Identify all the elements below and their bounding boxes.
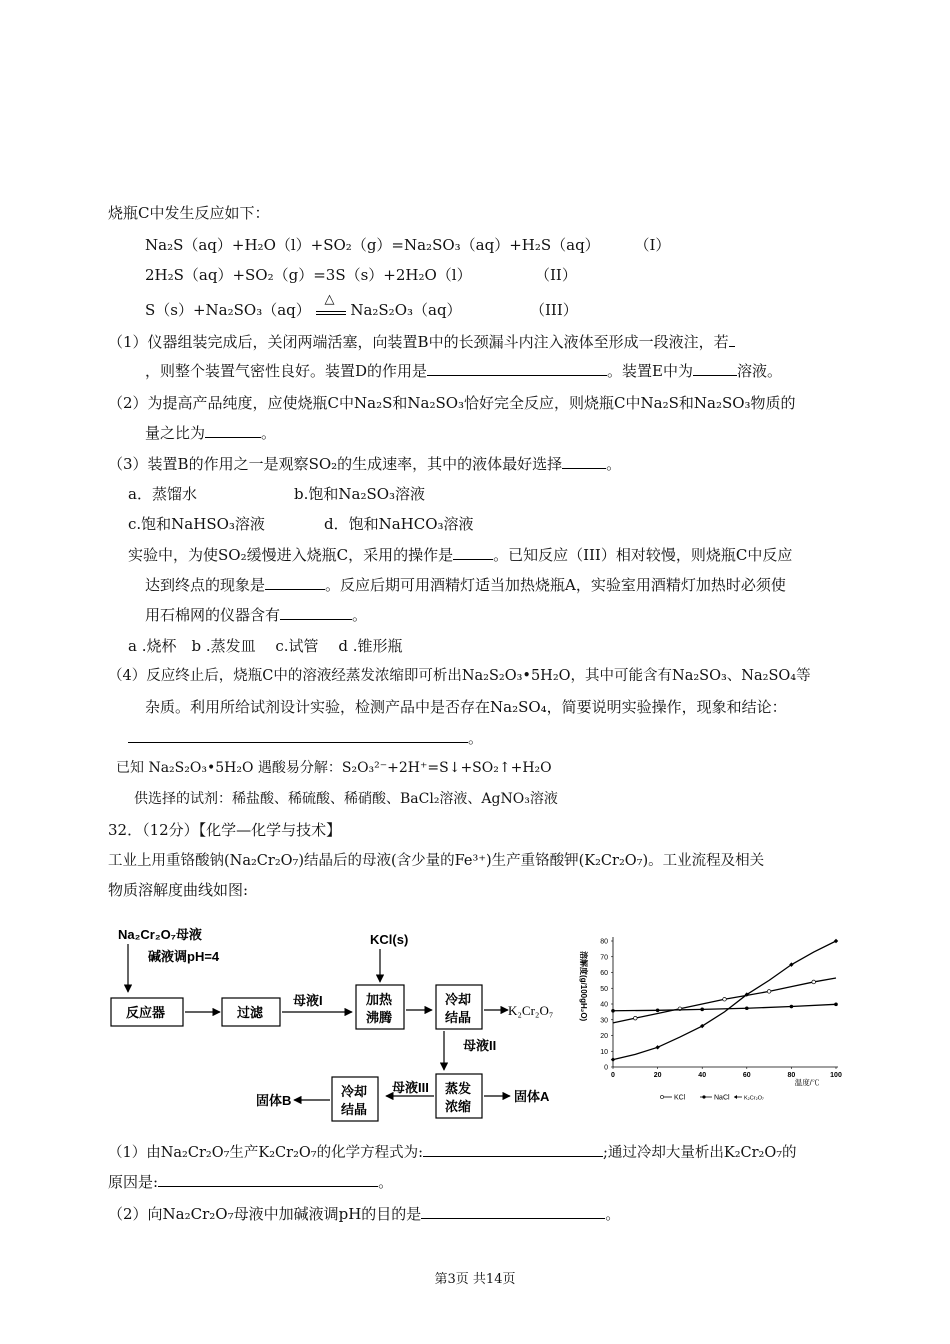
- q3-choices: a .烧杯 b .蒸发皿 c.试管 d .锥形瓶: [128, 637, 403, 655]
- reaction-3: [145, 292, 578, 320]
- q3-line1a: （3）装置B的作用之一是观察SO₂的生成速率，其中的液体最好选择: [108, 455, 563, 473]
- cool-label-1: 冷却: [445, 992, 472, 1007]
- q3-line4b: 。已知反应（III）相对较慢，则烧瓶C中反应: [493, 546, 793, 564]
- q32-blank-3[interactable]: [421, 1204, 605, 1219]
- q4-reagents: 供选择的试剂：稀盐酸、稀硫酸、稀硝酸、BaCl₂溶液、AgNO₃溶液: [134, 791, 558, 807]
- q3-line6: [145, 605, 367, 625]
- x-tick-label: 60: [742, 1072, 751, 1079]
- y-tick-label: 10: [600, 1048, 608, 1056]
- q32-sub2b: 。: [605, 1205, 621, 1223]
- legend-k2cr2o7-label: K₂Cr₂O₇: [744, 1095, 764, 1102]
- equals-sign: [316, 311, 346, 315]
- q4-known: 已知 Na₂S₂O₃•5H₂O 遇酸易分解：S₂O₃²⁻+2H⁺=S↓+SO₂↑+H₂O: [116, 760, 552, 776]
- product-label: K₂Cr₂O₇: [508, 1003, 554, 1018]
- q32-para1: 工业上用重铬酸钠(Na₂Cr₂O₇)结晶后的母液(含少量的Fe³⁺)生产重铬酸钾(K₂Cr₂O₇)。工业流程及相关: [108, 853, 765, 869]
- liquor2-label: 母液II: [463, 1038, 497, 1053]
- q32-sub1d: 。: [378, 1173, 394, 1191]
- q32-sub1b: ;通过冷却大量析出K₂Cr₂O₇的: [602, 1145, 797, 1161]
- q3-option-d: d．饱和NaHCO₃溶液: [324, 515, 474, 533]
- evap-label-1: 蒸发: [445, 1081, 472, 1096]
- cool2-label-1: 冷却: [341, 1084, 368, 1099]
- reaction-2: [145, 265, 577, 285]
- point-k2cr2o7: [611, 1057, 615, 1061]
- point-nacl: [656, 1009, 660, 1013]
- legend-nacl-label: NaCl: [714, 1094, 730, 1102]
- q1-line2a: ，则整个装置气密性良好。装置D的作用是: [145, 362, 428, 380]
- q1-line1-text: （1）仪器组装完成后，关闭两端活塞，向装置B中的长颈漏斗内注入液体至形成一段液注，若: [108, 333, 729, 351]
- q2-line2b: 。: [261, 424, 277, 442]
- cool2-label-2: 结晶: [341, 1102, 368, 1117]
- q3-blank-2[interactable]: [453, 545, 493, 560]
- q1-blank-2[interactable]: [693, 361, 737, 376]
- q1-blank-1[interactable]: [427, 361, 607, 376]
- point-kcl: [634, 1016, 638, 1020]
- heat-symbol: △: [324, 292, 335, 307]
- reaction-1-text: Na₂S（aq）+H₂O（l）+SO₂（g）=Na₂SO₃（aq）+H₂S（aq）: [145, 236, 600, 254]
- q1-blank-0[interactable]: [729, 332, 735, 347]
- y-tick-label: 30: [600, 1017, 608, 1025]
- x-tick-label: 80: [787, 1072, 796, 1079]
- reaction-1: [145, 235, 670, 255]
- point-nacl: [611, 1009, 615, 1013]
- point-kcl: [812, 980, 816, 984]
- x-tick-label: 100: [830, 1072, 842, 1079]
- q32-sub1-line1: [108, 1142, 797, 1163]
- q32-para2: 物质溶解度曲线如图:: [108, 881, 249, 899]
- flow-adjust-label: 碱液调pH=4: [148, 949, 220, 964]
- q2-line1: （2）为提高产品纯度，应使烧瓶C中Na₂S和Na₂SO₃恰好完全反应，则烧瓶C中Na₂S和Na₂SO₃物质的: [108, 394, 796, 412]
- q3-blank-1[interactable]: [562, 454, 606, 469]
- process-flow-diagram: [108, 922, 578, 1122]
- q3-line1: [108, 454, 621, 474]
- point-k2cr2o7: [655, 1045, 659, 1049]
- q3-option-b: b.饱和Na₂SO₃溶液: [294, 485, 426, 503]
- legend-kcl-label: KCl: [674, 1094, 686, 1102]
- liquor3-label: 母液III: [392, 1080, 429, 1095]
- reaction-3-tag: （III）: [530, 301, 578, 319]
- q4-blank[interactable]: [128, 728, 468, 743]
- q3-option-c: c.饱和NaHSO₃溶液: [128, 515, 265, 533]
- q3-blank-4[interactable]: [280, 605, 352, 620]
- q32-sub1a: （1）由Na₂Cr₂O₇生产K₂Cr₂O₇的化学方程式为:: [108, 1145, 423, 1161]
- intro-text: 烧瓶C中发生反应如下：: [108, 204, 270, 222]
- x-tick-label: 0: [611, 1072, 615, 1079]
- filter-label: 过滤: [237, 1005, 264, 1020]
- q3-line6b: 。: [352, 606, 368, 624]
- q1-line1: [108, 332, 735, 352]
- x-tick-label: 20: [653, 1072, 662, 1079]
- q2-line2a: 量之比为: [145, 424, 206, 442]
- heat-label-2: 沸腾: [366, 1010, 393, 1025]
- q32-blank-2[interactable]: [158, 1172, 378, 1187]
- y-tick-label: 60: [600, 970, 608, 977]
- q32-sub2a: （2）向Na₂Cr₂O₇母液中加碱液调pH的目的是: [108, 1205, 422, 1223]
- q4-line2: 杂质。利用所给试剂设计实验，检测产品中是否存在Na₂SO₄，简要说明实验操作，现象和结论：: [145, 698, 787, 716]
- reactor-label: 反应器: [126, 1005, 166, 1020]
- solidB-label: 固体B: [256, 1093, 292, 1108]
- q1-line2c: 溶液。: [736, 362, 782, 380]
- q32-sub1c: 原因是:: [108, 1173, 159, 1191]
- x-axis-label: 温度/℃: [794, 1078, 820, 1087]
- reaction-1-tag: （I）: [634, 236, 671, 254]
- series-line-1: [613, 1004, 836, 1010]
- reaction-3-right: Na₂S₂O₃（aq）: [350, 301, 462, 319]
- point-kcl: [723, 997, 727, 1001]
- y-tick-label: 50: [600, 985, 608, 993]
- kcl-label: KCl(s): [370, 932, 409, 947]
- q3-line4: [128, 545, 792, 565]
- point-kcl: [767, 990, 771, 994]
- liquor1-label: 母液I: [293, 993, 323, 1008]
- q32-blank-1[interactable]: [423, 1142, 603, 1157]
- q3-line1b: 。: [606, 455, 622, 473]
- heat-arrow: [316, 292, 346, 315]
- q3-line4a: 实验中，为使SO₂缓慢进入烧瓶C，采用的操作是: [128, 546, 454, 564]
- y-axis-label: 溶解度(g/100gH₂O): [579, 951, 588, 1022]
- q1-line2b: 。装置E中为: [607, 362, 693, 380]
- y-tick-label: 70: [600, 954, 608, 962]
- point-nacl: [745, 1006, 749, 1010]
- q2-line2: [145, 423, 276, 443]
- y-tick-label: 0: [604, 1064, 608, 1072]
- q3-line5: [145, 575, 786, 595]
- solubility-chart: [579, 925, 856, 1113]
- point-nacl: [834, 1003, 838, 1007]
- y-tick-label: 80: [600, 938, 608, 946]
- q4-line1: （4）反应终止后，烧瓶C中的溶液经蒸发浓缩即可析出Na₂S₂O₃•5H₂O，其中可能含有Na₂SO₃、Na₂SO₄等: [108, 668, 811, 684]
- q3-line5a: 达到终点的现象是: [145, 576, 266, 594]
- page-footer: 第3页 共14页: [434, 1272, 516, 1287]
- heat-label-1: 加热: [366, 992, 393, 1007]
- flow-source-label: Na₂Cr₂O₇母液: [118, 927, 202, 942]
- reaction-2-tag: （II）: [535, 266, 577, 284]
- q32-sub2: [108, 1204, 620, 1224]
- evap-label-2: 浓缩: [445, 1099, 472, 1114]
- point-nacl: [790, 1005, 794, 1009]
- q32-sub1-line2: [108, 1172, 393, 1192]
- q2-blank[interactable]: [205, 423, 261, 438]
- y-tick-label: 40: [600, 1001, 608, 1009]
- q4-line3b: 。: [468, 729, 484, 747]
- cool-label-2: 结晶: [445, 1010, 472, 1025]
- reaction-2-text: 2H₂S（aq）+SO₂（g）=3S（s）+2H₂O（l）: [145, 266, 472, 284]
- q3-option-a: a．蒸馏水: [128, 485, 197, 503]
- q3-line5b: 。反应后期可用酒精灯适当加热烧瓶A，实验室用酒精灯加热时必须使: [325, 576, 786, 594]
- q4-line3: [128, 728, 483, 748]
- q1-line2: [145, 361, 782, 381]
- q32-header: 32．（12分）【化学—化学与技术】: [108, 821, 342, 839]
- legend-k2cr2o7-marker: [734, 1095, 737, 1099]
- x-tick-label: 40: [698, 1072, 707, 1079]
- reaction-3-left: S（s）+Na₂SO₃（aq）: [145, 301, 311, 319]
- q3-blank-3[interactable]: [265, 575, 325, 590]
- point-nacl: [700, 1008, 704, 1012]
- legend-nacl-marker: [702, 1095, 705, 1098]
- y-tick-label: 20: [600, 1033, 608, 1040]
- q3-line6a: 用石棉网的仪器含有: [145, 606, 281, 624]
- solidA-label: 固体A: [514, 1089, 550, 1104]
- legend-kcl-marker: [660, 1095, 663, 1098]
- point-k2cr2o7: [834, 939, 838, 943]
